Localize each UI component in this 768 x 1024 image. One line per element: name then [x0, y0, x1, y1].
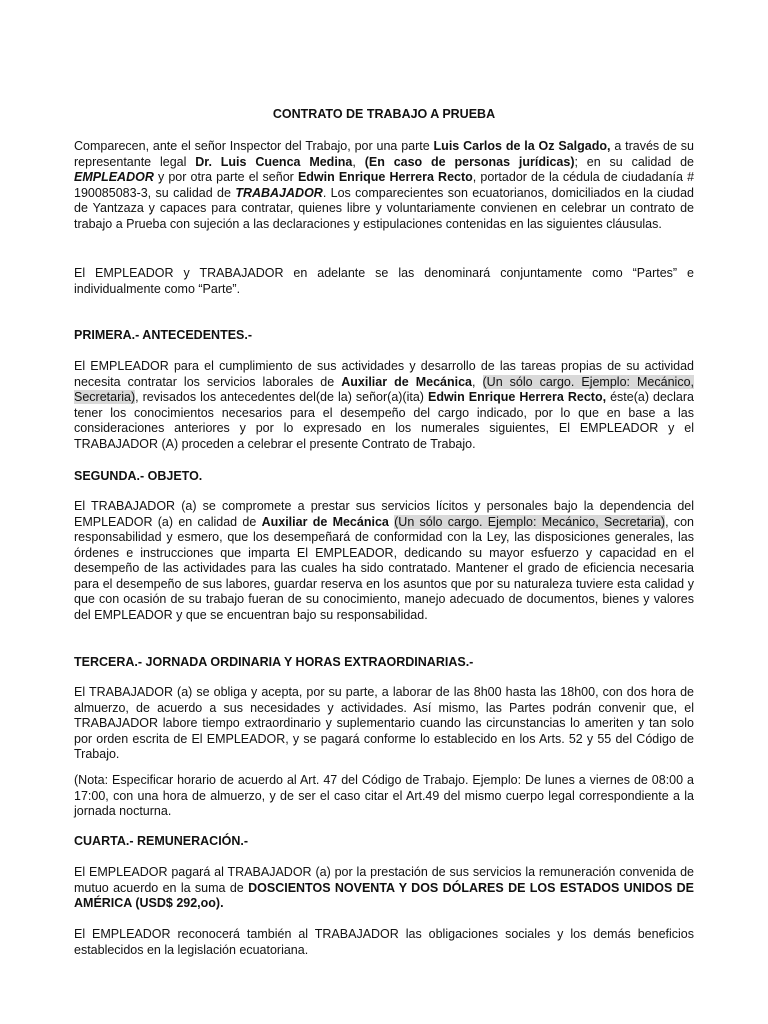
worker-name: Edwin Enrique Herrera Recto	[297, 170, 473, 184]
document-title: CONTRATO DE TRABAJO A PRUEBA	[272, 107, 496, 121]
section-heading-segunda: SEGUNDA.- OBJETO.	[74, 469, 203, 483]
tercera-paragraph: El TRABAJADOR (a) se obliga y acepta, por su parte, a laborar de las 8h00 hasta las 18h00, con dos hora de almuerzo, de acuerdo a sus necesidades y actividades. Así mismo, las Partes podrán convenir que, el TRABAJADOR labore tiempo extraordinario y suplementario cuando las circunstancias lo ameriten y tan solo por orden escrita de El EMPLEADOR, y se pagará conforme lo establecido en los Arts. 52 y 55 del Código de Trabajo.	[74, 685, 694, 761]
primera-text: éste(a) declara tener los conocimientos necesarios para el desempeño del cargo indicado, por lo que en base a las consideraciones anteriores y por lo expresado en los numerales siguientes, El EMPLEADOR y el TRABAJADOR (A) proceden a celebrar el presente Contrato de Trabajo.	[74, 390, 694, 451]
cuarta-text: El EMPLEADOR pagará al TRABAJADOR (a) por la prestación de sus servicios la remuneración convenida de mutuo acuerdo en la suma de	[74, 865, 694, 895]
primera-text: ,	[472, 374, 483, 389]
cuarta-paragraph	[74, 865, 694, 912]
intro-text: ; en su calidad de	[574, 154, 694, 169]
intro-paragraph	[74, 139, 694, 232]
legal-entity-note: (En caso de personas jurídicas)	[364, 154, 575, 169]
intro-text: , portador de la cédula de ciudadanía # 190085083-3, su calidad de	[74, 170, 695, 200]
employer-name: Luis Carlos de la Oz Salgado,	[433, 139, 611, 153]
worker-role: TRABAJADOR	[235, 185, 323, 200]
section-heading-cuarta: CUARTA.- REMUNERACIÓN.-	[74, 834, 249, 848]
primera-paragraph	[74, 359, 694, 452]
intro-text: . Los comparecientes son ecuatorianos, domiciliados en la ciudad de Yantzaza y capaces para contratar, quienes libre y voluntariamente convienen en celebrar un contrato de trabajo a Prueba con sujeción a las declaraciones y estipulaciones contenidas en las siguientes cláusulas.	[74, 185, 694, 231]
section-heading-tercera: TERCERA.- JORNADA ORDINARIA Y HORAS EXTRAORDINARIAS.-	[74, 655, 474, 669]
primera-text: El EMPLEADOR para el cumplimiento de sus actividades y desarrollo de las tareas propias de su actividad necesita contratar los servicios laborales de	[74, 359, 694, 389]
salary-amount: DOSCIENTOS NOVENTA Y DOS DÓLARES DE LOS ESTADOS UNIDOS DE AMÉRICA (USD$ 292,oo).	[74, 880, 694, 910]
primera-text: , revisados los antecedentes del(de la) señor(a)(ita)	[135, 390, 428, 404]
parties-paragraph: El EMPLEADOR y TRABAJADOR en adelante se las denominará conjuntamente como “Partes” e individualmente como “Parte”.	[74, 266, 694, 296]
cuarta-benefits-paragraph: El EMPLEADOR reconocerá también al TRABAJADOR las obligaciones sociales y los demás beneficios establecidos en la legislación ecuatoriana.	[74, 927, 694, 957]
segunda-text: , con responsabilidad y esmero, que los desempeñará de conformidad con la Ley, las disposiciones generales, las órdenes e instrucciones que imparta El EMPLEADOR, dedicando su mayor esfuerzo y capacidad en el desempeño de las actividades para las cuales ha sido contratado. Mantener el grado de eficiencia necesaria para el desempeño de sus labores, guardar reserva en los asuntos que por su naturaleza tuviere esta calidad y que con ocasión de su trabajo fueran de su conocimiento, manejo adecuado de documentos, bienes y valores del EMPLEADOR y que se encuentran bajo su responsabilidad.	[74, 514, 694, 622]
segunda-text: El TRABAJADOR (a) se compromete a prestar sus servicios lícitos y personales bajo la dependencia del EMPLEADOR (a) en calidad de	[74, 499, 694, 529]
employer-role: EMPLEADOR	[74, 170, 154, 184]
worker-name: Edwin Enrique Herrera Recto,	[427, 390, 607, 404]
intro-text: Comparecen, ante el señor Inspector del Trabajo, por una parte	[74, 139, 434, 153]
intro-text: ,	[352, 154, 365, 169]
representative-name: Dr. Luis Cuenca Medina	[195, 154, 353, 169]
intro-text: a través de su representante legal	[74, 139, 694, 169]
highlighted-placeholder: (Un sólo cargo. Ejemplo: Mecánico, Secretaria)	[394, 514, 666, 529]
highlighted-placeholder: (Un sólo cargo. Ejemplo: Mecánico, Secretaria)	[74, 374, 694, 404]
tercera-note: (Nota: Especificar horario de acuerdo al Art. 47 del Código de Trabajo. Ejemplo: De lunes a viernes de 08:00 a 17:00, con una hora de almuerzo, y de ser el caso citar el Art.49 del mismo cuerpo legal correspondiente a la jornada nocturna.	[74, 773, 694, 818]
position-name: Auxiliar de Mecánica	[261, 514, 389, 529]
section-heading-primera: PRIMERA.- ANTECEDENTES.-	[74, 328, 253, 342]
intro-text: y por otra parte el señor	[153, 170, 298, 184]
position-name: Auxiliar de Mecánica	[341, 374, 472, 389]
segunda-paragraph	[74, 499, 694, 623]
